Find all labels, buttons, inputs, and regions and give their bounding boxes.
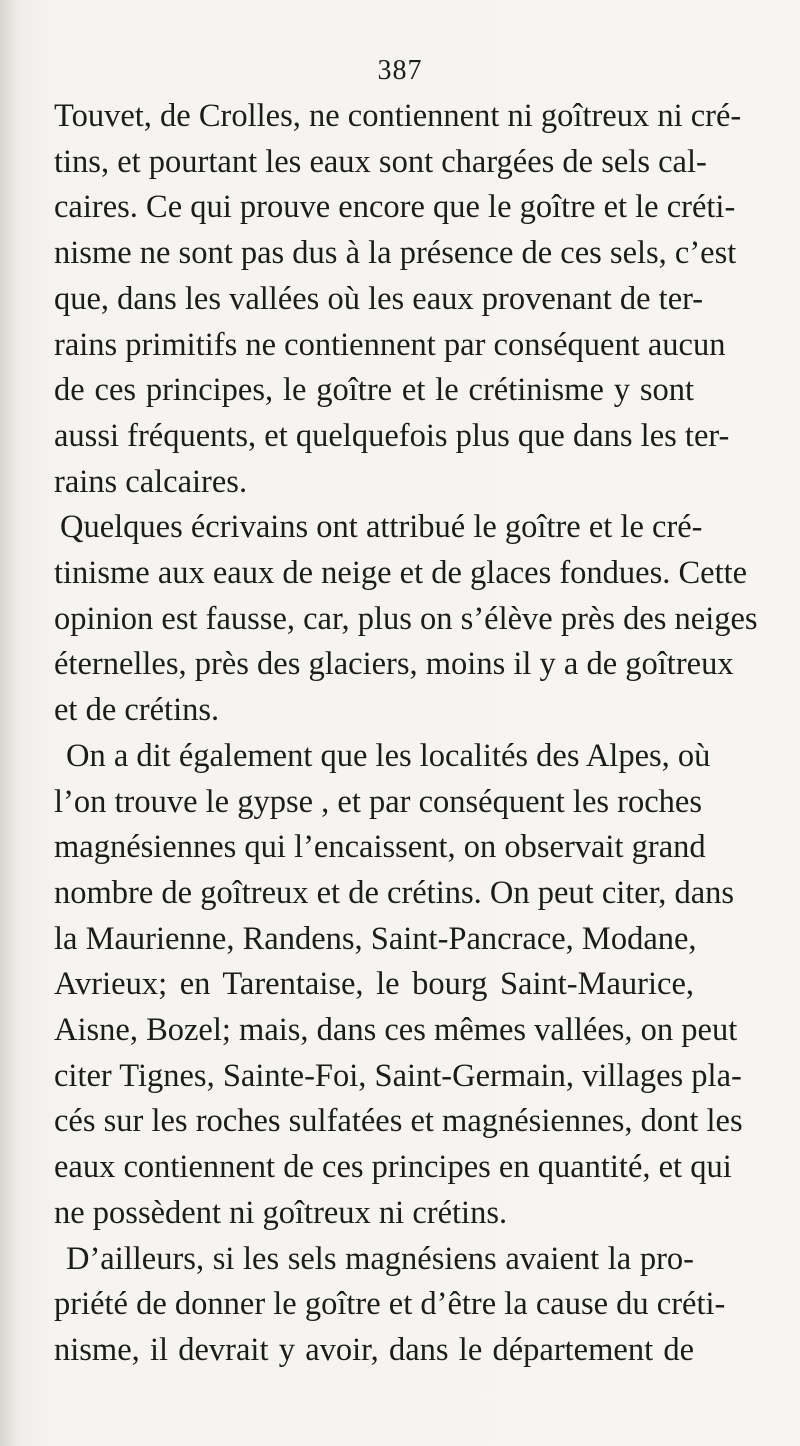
page-gutter-shadow xyxy=(0,0,18,1446)
text-line: Aisne, Bozel; mais, dans ces mêmes vallées, on peut xyxy=(54,1012,738,1049)
text-line: D’ailleurs, si les sels magnésiens avaient la pro- xyxy=(66,1240,694,1277)
text-line: éternelles, près des glaciers, moins il y a de goîtreux xyxy=(54,646,734,683)
text-line: tins, et pourtant les eaux sont chargées de sels cal- xyxy=(54,143,707,180)
text-line: Touvet, de Crolles, ne contiennent ni goîtreux ni cré- xyxy=(54,98,742,134)
text-line: magnésiennes qui l’encaissent, on observait grand xyxy=(54,829,706,866)
body-text xyxy=(54,94,758,1374)
text-line: eaux contiennent de ces principes en quantité, et qui xyxy=(54,1149,732,1186)
text-line: la Maurienne, Randens, Saint-Pancrace, Modane, xyxy=(54,920,697,957)
text-line: et de crétins. xyxy=(54,692,220,729)
text-line: rains calcaires. xyxy=(54,463,248,500)
text-line: On a dit également que les localités des Alpes, où xyxy=(66,737,711,774)
page-number: 387 xyxy=(377,55,423,86)
text-line: nisme, il devrait y avoir, dans le département de xyxy=(54,1331,694,1368)
text-line: caires. Ce qui prouve encore que le goître et le créti- xyxy=(54,189,736,226)
text-line: aussi fréquents, et quelquefois plus que dans les ter- xyxy=(54,417,730,454)
text-line: cés sur les roches sulfatées et magnésiennes, dont les xyxy=(54,1103,743,1140)
text-line: nombre de goîtreux et de crétins. On peut citer, dans xyxy=(54,874,735,911)
text-line: Quelques écrivains ont attribué le goître et le cré- xyxy=(60,509,703,546)
text-line: que, dans les vallées où les eaux provenant de ter- xyxy=(54,280,704,317)
text-line: priété de donner le goître et d’être la cause du créti- xyxy=(54,1286,726,1323)
text-line: tinisme aux eaux de neige et de glaces fondues. Cette xyxy=(54,555,748,592)
text-line: opinion est fausse, car, plus on s’élève près des neiges xyxy=(54,600,758,637)
text-line: rains primitifs ne contiennent par conséquent aucun xyxy=(54,326,726,363)
text-line: l’on trouve le gypse , et par conséquent les roches xyxy=(54,783,702,820)
text-line: ne possèdent ni goîtreux ni crétins. xyxy=(54,1194,508,1231)
text-line: Avrieux; en Tarentaise, le bourg Saint-Maurice, xyxy=(54,966,694,1003)
text-line: citer Tignes, Sainte-Foi, Saint-Germain, villages pla- xyxy=(54,1057,742,1094)
text-line: nisme ne sont pas dus à la présence de ces sels, c’est xyxy=(54,235,737,272)
text-line: de ces principes, le goître et le crétinisme y sont xyxy=(54,372,694,409)
